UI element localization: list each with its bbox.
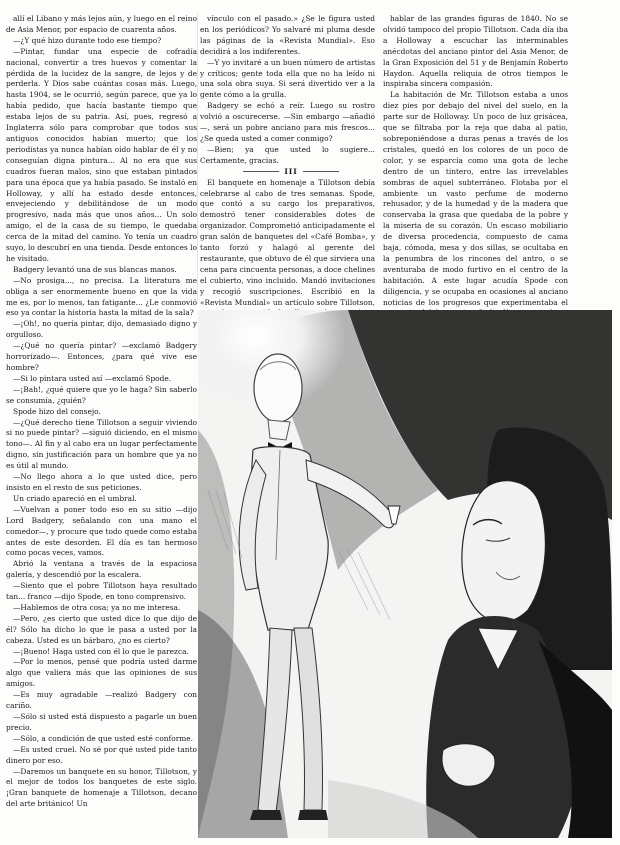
paragraph: —Siento que el pobre Tillotson haya resultado tan... franco —dijo Spode, en tono comprensivo. (6, 581, 197, 602)
paragraph: —Bien; ya que usted lo sugiere... Certamente, gracias. (200, 144, 375, 165)
paragraph: —Hablemos de otra cosa; ya no me interesa. (13, 602, 181, 612)
text-column-left (6, 14, 197, 832)
paragraph: Un criado apareció en el umbral. (13, 493, 137, 503)
paragraph: allí el Libano y más lejos aún, y luego en el reino de Asia Menor, por espacio de cuarenta años. (6, 14, 197, 34)
paragraph: —¿Y qué hizo durante todo ese tiempo? (13, 35, 162, 45)
paragraph: —¡Oh!, no quería pintar, dijo, demasiado digno y orgulloso. (6, 319, 197, 340)
paragraph: —Y yo invitaré a un buen número de artistas y críticos; gente toda ella que no ha leído ni una sola obra suya. Si será divertido ver a la gente cómo a la grulla. (200, 57, 375, 100)
paragraph: —¡Bueno! Haga usted con él lo que le parezca. (13, 646, 189, 656)
paragraph: Spode hizo del consejo. (13, 406, 101, 416)
paragraph: vínculo con el pasado.» ¿Se le figura usted en los periódicos? Yo salvaré mi pluma desde las páginas de la «Revista Mundial». Eso decidirá a los indiferentes. (200, 14, 375, 56)
paragraph: —No prosiga..., no precisa. La literatura me obliga a ser enormemente bueno en que la vida me es, por lo menos, tan fatigante... ¿Le conmovió eso ya contar la historia hasta la mitad de la sala? (6, 275, 197, 318)
paragraph: Badgery se echó a reír. Luego su rostro volvió a oscurecerse. —Sin embargo —añadió—, será un pobre anciano para mis frescos... ¿Se queda usted a comer conmigo? (200, 101, 375, 143)
paragraph: —Es muy agradable —realizó Badgery con cariño. (6, 690, 197, 711)
paragraph: —¡Bah!, ¿qué quiere que yo le haga? Sin saberlo se consumía, ¿quién? (6, 384, 197, 405)
paragraph: —Por lo menos, pensé que podría usted darme algo que valiera más que las opiniones de sus amigos. (6, 657, 197, 689)
paragraph: —¿Qué derecho tiene Tillotson a seguir viviendo si no puede pintar? —siguió diciendo, en el mismo tono—. Al fin y al cabo era un lugar perfectamente digno, sin justificación para un hombre que ya no es útil al mundo. (6, 417, 197, 471)
paragraph: —Vuelvan a poner todo eso en su sitio —dijo Lord Badgery, señalando con una mano el comedor—, y procure que todo quede como estaba antes de este desorden. El día es tan hermoso como pocas veces, vamos. (6, 504, 197, 558)
column-divider (197, 14, 198, 304)
paragraph: —Daremos un banquete en su honor, Tillotson, y el mejor de todos los banquetes de este siglo. ¡Gran banquete de homenaje a Tillotson, decano del arte británico! Un (6, 766, 197, 809)
paragraph: hablar de las grandes figuras de 1840. No se olvidó tampoco del propio Tillotson. Cada día iba a Holloway a escuchar las interminables anécdotas del anciano pintor del Asia Menor, de la Gran Exposición del 51 y de Benjamín Roberto Haydon. Aquella reliquia de otros tiempos le inspiraba sincera compasión. (383, 14, 568, 89)
text-column-middle (200, 14, 375, 309)
paragraph: El banquete en homenaje a Tillotson debía celebrarse al cabo de tres semanas. Spode, que contó a su cargo los preparativos, demostró tener considerables dotes de organizador. Comprometió anticipadamente el gran salón de banquetes del «Café Bomba», y tanto forzó y halagó al gerente del restaurante, que obtuvo de él que sirviera una cena para cincuenta personas, a doce chelines el cubierto, vino incluido. Mandó invitaciones y recogió suscripciones. Escribió en la «Revista Mundial» un artículo sobre Tillotson, (200, 177, 375, 307)
paragraph: —Sólo si usted está dispuesto a pagarle un buen precio. (6, 712, 197, 732)
story-illustration (198, 310, 612, 838)
paragraph: —No llego ahora a lo que usted dice, pero insisto en el resto de sus peticiones. (6, 472, 197, 492)
paragraph: —Si lo pintara usted así —exclamó Spode. (13, 373, 172, 383)
paragraph: —Es usted cruel. No sé por qué usted pide tanto dinero por eso. (6, 744, 197, 765)
paragraph: —¿Qué no quería pintar? —exclamó Badgery horrorizado—. Entonces, ¿para qué vive ese hombre? (6, 341, 197, 372)
paragraph: —Pintar, fundar una especie de cofradía nacional, convertir a tres huevos y comentar la pérdida de la lucidez de la sangre, de lejos y de perderla. Y Dios sabe cuántas cosas más. Luego, hasta 1904, se le ocurrió, según parece, que ya lo había pedido, que hacía bastante tiempo que estaba lejos de su patria. Así, pues, regresó a Inglaterra sólo para comprobar que todos sus antiguos conocidos habían muerto; que los periodistas ya nunca habían oído hablar de él y no conseguían digna pintura... Al no era que sus cuadros fueran malos, sino que estaban pintados para una época que ya había pasado. Se instaló en Holloway, y allí ha estado desde entonces, envejeciendo y debilitándose de un modo progresivo, nada más que unos años... Un solo amigo, el de la casa de su tiempo, le quedaba cerca de la mitad del camino. Yo tenía un cuadro suyo, lo descubrí en una tienda. Desde entonces lo he visitado. (6, 46, 197, 263)
paragraph: La habitación de Mr. Tillotson estaba a unos diez pies por debajo del nivel del suelo, en la parte sur de Holloway. Un poco de luz grisácea, que se filtraba por la reja que daba al patio, sobreponiéndose a duras penas a través de los cristales, quedó en los colores de un poco de color, y se esparcía como una gota de leche dentro de un tintero, entre las irrevelables sombras de aquel subterráneo. Flotaba por el ambiente un vasto perfume de moderno rehusador, y de la humedad y de la madera que conservaba la grasa que quedaba de la pobre y la miseria de su corazón. Un escaso mobiliario de diversa procedencia, compuesto de cama baja, cómoda, mesa y dos sillas, se ocultaba en la penumbra de los rincones del antro, o se aventuraba de modo furtivo en el centro de la habitación. A este lugar acudía Spode con diligencia, y se ocupaba en ocasiones al anciano noticias de los progresos que experimentaba el (383, 90, 568, 307)
section-number: III (200, 167, 375, 178)
paragraph: Abrió la ventana a través de la espaciosa galería, y descendió por la escalera. (6, 559, 197, 580)
paragraph: —Sólo, a condición de que usted esté conforme. (13, 733, 193, 743)
paragraph: —Pero, ¿es cierto que usted dice lo que dijo de él? Sólo ha dicho lo que le pasa a usted por la cabeza. Usted es un bárbaro, ¿no es cierto? (6, 613, 197, 645)
text-column-right (383, 14, 568, 314)
paragraph: Badgery levantó una de sus blancas manos. (13, 264, 177, 274)
